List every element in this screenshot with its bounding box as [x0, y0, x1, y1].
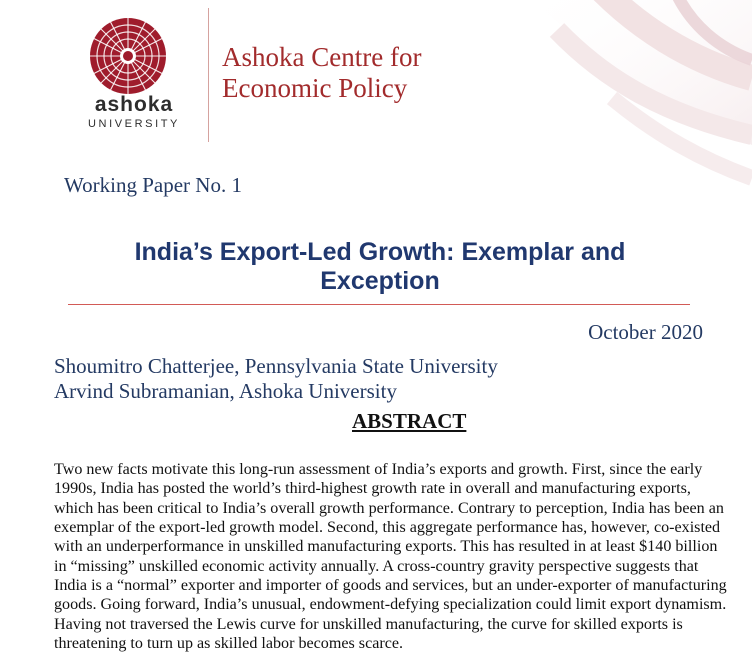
abstract-line: threatening to turn up as skilled labor becomes scarce. — [54, 635, 404, 653]
author-list — [54, 354, 498, 404]
title-underline — [68, 304, 690, 305]
abstract-line: 1990s, India has posted the world’s third-highest growth rate in overall and manufacturing exports, — [54, 480, 691, 498]
ashoka-logo-icon — [86, 14, 170, 98]
abstract-line: with an underperformance in unskilled manufacturing exports. This has resulted in at least $140 billion — [54, 538, 718, 556]
working-paper-label: Working Paper No. 1 — [64, 173, 242, 197]
centre-name-line-2: Economic Policy — [222, 73, 408, 104]
abstract-body — [54, 460, 752, 653]
ashoka-logo-wordmark — [80, 94, 188, 130]
abstract-line: exemplar of the export-led growth model. Second, this aggregate performance has, however, co-existed — [54, 519, 721, 537]
abstract-line: in “missing” unskilled economic activity annually. A cross-country gravity perspective suggests that — [54, 557, 699, 575]
paper-title-line-2: Exception — [320, 267, 440, 295]
centre-name-line-1: Ashoka Centre for — [222, 42, 422, 72]
abstract-line: Having not traversed the Lewis curve for unskilled manufacturing, the curve for skilled exports is — [54, 615, 683, 633]
abstract-line: which has been critical to India’s overall growth performance. Contrary to perception, India has been an — [54, 499, 724, 517]
abstract-line: Two new facts motivate this long-run assessment of India’s exports and growth. First, since the early — [54, 461, 703, 478]
abstract-line: goods. Going forward, India’s unusual, endowment-defying specialization could limit export dynamism. — [54, 596, 727, 614]
abstract-heading: ABSTRACT — [352, 409, 467, 433]
ashoka-brand-text: ashoka — [94, 93, 174, 116]
paper-title-line-1: India’s Export-Led Growth: Exemplar and — [134, 238, 626, 266]
centre-name — [222, 42, 421, 105]
author-item: Arvind Subramanian, Ashoka University — [54, 379, 397, 404]
author-item: Shoumitro Chatterjee, Pennsylvania State University — [54, 354, 498, 378]
university-subtitle: UNIVERSITY — [87, 118, 180, 130]
background-curve-pattern — [452, 0, 752, 210]
abstract-line: India is a “normal” exporter and importer of goods and services, but an under-exporter of manufacturing — [54, 577, 727, 595]
publication-date: October 2020 — [588, 320, 703, 344]
header-divider — [208, 8, 209, 142]
paper-title — [80, 238, 680, 296]
